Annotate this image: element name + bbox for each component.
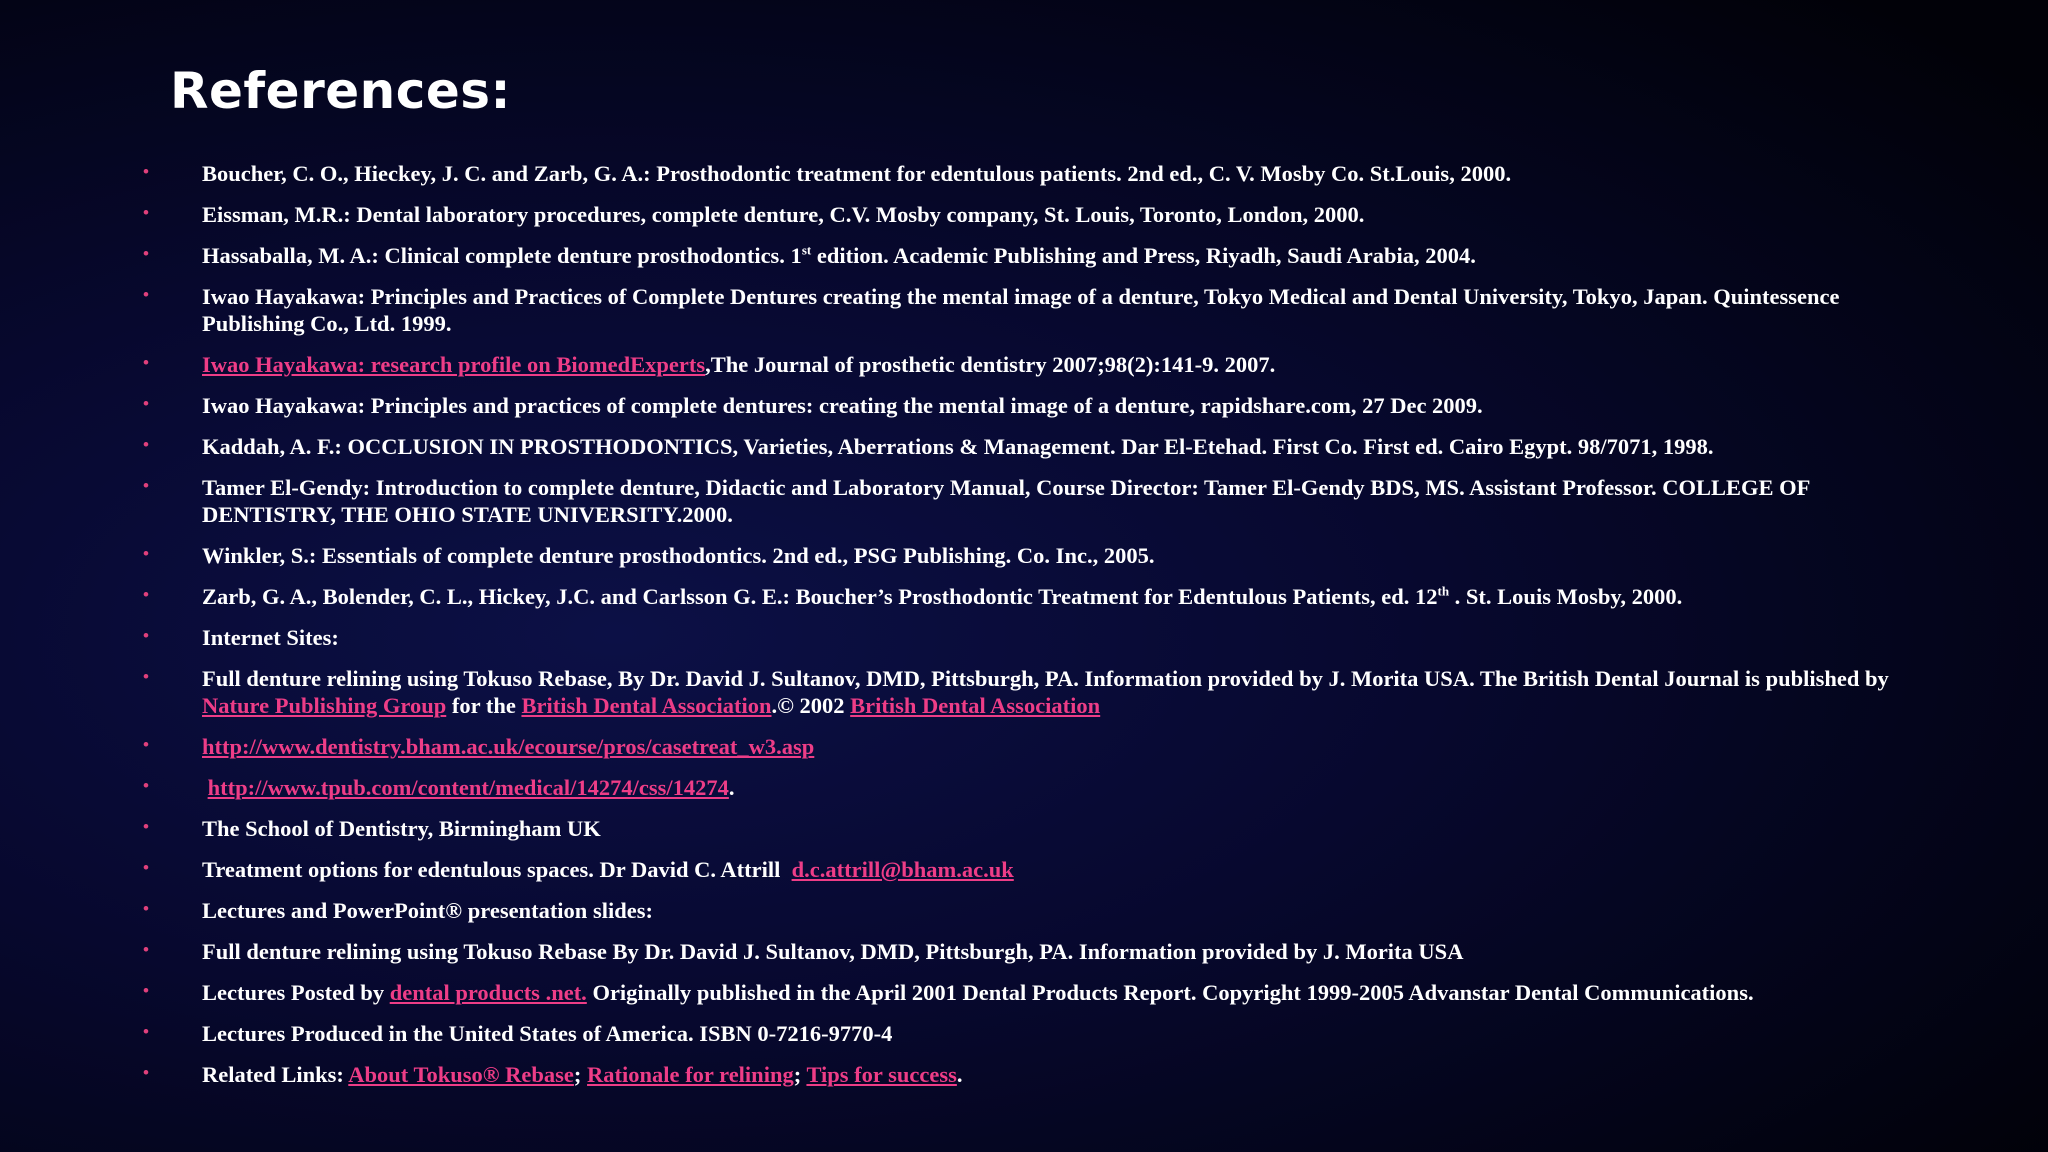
reference-text xyxy=(202,351,1942,378)
dentistry-bham-link[interactable]: http://www.dentistry.bham.ac.uk/ecourse/pros/casetreat_w3.asp xyxy=(202,734,815,759)
reference-text-part: Internet Sites: xyxy=(202,625,339,650)
reference-text xyxy=(202,474,1942,528)
reference-text-part: . xyxy=(956,1062,963,1087)
bullet-icon: • xyxy=(143,667,149,686)
reference-text xyxy=(202,897,1942,924)
reference-text xyxy=(202,665,1942,719)
page-title: References: xyxy=(170,62,512,120)
reference-text-part: Lectures Posted by xyxy=(202,980,390,1005)
bullet-icon: • xyxy=(143,476,149,495)
tpub-link[interactable]: http://www.tpub.com/content/medical/14274/css/14274 xyxy=(207,775,729,800)
bullet-icon: • xyxy=(143,353,149,372)
reference-text-part: . xyxy=(728,775,735,800)
bullet-icon: • xyxy=(143,394,149,413)
bullet-icon: • xyxy=(143,203,149,222)
bullet-icon: • xyxy=(143,544,149,563)
british-dental-association-link-2[interactable]: British Dental Association xyxy=(850,693,1101,718)
reference-text xyxy=(202,583,1942,610)
reference-text-part: Zarb, G. A., Bolender, C. L., Hickey, J.C. and Carlsson G. E.: Boucher’s Prosthodontic Treatment for Edentulous Patients, ed. 12 xyxy=(202,584,1438,609)
reference-text-part: edition. Academic Publishing and Press, Riyadh, Saudi Arabia, 2004. xyxy=(811,243,1476,268)
reference-text xyxy=(202,433,1942,460)
reference-text-part: for the xyxy=(446,693,522,718)
bullet-icon: • xyxy=(143,626,149,645)
british-dental-association-link[interactable]: British Dental Association xyxy=(521,693,772,718)
reference-text xyxy=(202,815,1942,842)
bullet-icon: • xyxy=(143,585,149,604)
nature-publishing-group-link[interactable]: Nature Publishing Group xyxy=(202,693,447,718)
bullet-icon: • xyxy=(143,244,149,263)
reference-text xyxy=(202,242,1942,269)
reference-text-part: Iwao Hayakawa: Principles and practices of complete dentures: creating the mental image of a denture, rapidshare.com, 27 Dec 2009. xyxy=(202,393,1483,418)
reference-text-part: The School of Dentistry, Birmingham UK xyxy=(202,816,601,841)
bullet-icon: • xyxy=(143,1022,149,1041)
reference-text-part: Full denture relining using Tokuso Rebase, By Dr. David J. Sultanov, DMD, Pittsburgh, PA. Information provided by J. Morita USA. The British Dental Journal is published by xyxy=(202,666,1889,691)
biomedexperts-link[interactable]: Iwao Hayakawa: research profile on BiomedExperts xyxy=(202,352,706,377)
reference-text xyxy=(202,733,1942,760)
reference-text xyxy=(202,1061,1942,1088)
bullet-icon: • xyxy=(143,285,149,304)
bullet-icon: • xyxy=(143,776,149,795)
bullet-icon: • xyxy=(143,899,149,918)
superscript: th xyxy=(1437,583,1450,599)
reference-text-part: .© 2002 xyxy=(771,693,851,718)
rationale-for-relining-link[interactable]: Rationale for relining xyxy=(587,1062,794,1087)
reference-text xyxy=(202,1020,1942,1047)
reference-text-part: Hassaballa, M. A.: Clinical complete denture prosthodontics. 1 xyxy=(202,243,802,268)
reference-text xyxy=(202,201,1942,228)
bullet-icon: • xyxy=(143,858,149,877)
reference-text-part: Eissman, M.R.: Dental laboratory procedures, complete denture, C.V. Mosby company, St. Louis, Toronto, London, 2000. xyxy=(202,202,1365,227)
about-tokuso-rebase-link[interactable]: About Tokuso® Rebase xyxy=(348,1062,574,1087)
dental-products-link[interactable]: dental products .net. xyxy=(389,980,587,1005)
tips-for-success-link[interactable]: Tips for success xyxy=(806,1062,957,1087)
reference-text xyxy=(202,979,1942,1006)
reference-text xyxy=(202,283,1942,337)
bullet-icon: • xyxy=(143,940,149,959)
bullet-icon: • xyxy=(143,162,149,181)
reference-text-part: Originally published in the April 2001 Dental Products Report. Copyright 1999-2005 Advanstar Dental Communications. xyxy=(586,980,1754,1005)
reference-text-part: Related Links: xyxy=(202,1062,349,1087)
bullet-icon: • xyxy=(143,735,149,754)
reference-text xyxy=(202,856,1942,883)
reference-text-part: Kaddah, A. F.: OCCLUSION IN PROSTHODONTICS, Varieties, Aberrations & Management. Dar El-Etehad. First Co. First ed. Cairo Egypt. 98/7071, 1998. xyxy=(202,434,1714,459)
reference-text xyxy=(202,542,1942,569)
reference-text-part: Treatment options for edentulous spaces. Dr David C. Attrill xyxy=(202,857,792,882)
reference-text-part: ,The Journal of prosthetic dentistry 2007;98(2):141-9. 2007. xyxy=(705,352,1276,377)
reference-text-part: . St. Louis Mosby, 2000. xyxy=(1449,584,1683,609)
reference-text xyxy=(202,392,1942,419)
reference-text xyxy=(202,938,1942,965)
bullet-icon: • xyxy=(143,981,149,1000)
bullet-icon: • xyxy=(143,1063,149,1082)
reference-text-part: Boucher, C. O., Hieckey, J. C. and Zarb, G. A.: Prosthodontic treatment for edentulous patients. 2nd ed., C. V. Mosby Co. St.Louis, 2000. xyxy=(202,161,1512,186)
reference-text-part: ; xyxy=(573,1062,588,1087)
reference-text-part: Winkler, S.: Essentials of complete denture prosthodontics. 2nd ed., PSG Publishing. Co. Inc., 2005. xyxy=(202,543,1155,568)
bullet-icon: • xyxy=(143,435,149,454)
reference-text-part: Full denture relining using Tokuso Rebase By Dr. David J. Sultanov, DMD, Pittsburgh, PA. Information provided by J. Morita USA xyxy=(202,939,1464,964)
reference-text-part: Lectures Produced in the United States of America. ISBN 0-7216-9770-4 xyxy=(202,1021,893,1046)
reference-text-part: Tamer El-Gendy: Introduction to complete denture, Didactic and Laboratory Manual, Course Director: Tamer El-Gendy BDS, MS. Assistant Professor. COLLEGE OF DENTISTRY, THE OHIO STATE UNIVERSITY.2000. xyxy=(202,475,1810,527)
bullet-icon: • xyxy=(143,817,149,836)
reference-text xyxy=(202,774,1942,801)
email-link[interactable]: d.c.attrill@bham.ac.uk xyxy=(791,857,1014,882)
superscript: st xyxy=(801,242,812,258)
reference-text-part: Lectures and PowerPoint® presentation slides: xyxy=(202,898,653,923)
reference-text-part: Iwao Hayakawa: Principles and Practices of Complete Dentures creating the mental image of a denture, Tokyo Medical and Dental University, Tokyo, Japan. Quintessence Publishing Co., Ltd. 1999. xyxy=(202,284,1840,336)
reference-text xyxy=(202,624,1942,651)
reference-text xyxy=(202,160,1942,187)
reference-text-part: ; xyxy=(793,1062,807,1087)
